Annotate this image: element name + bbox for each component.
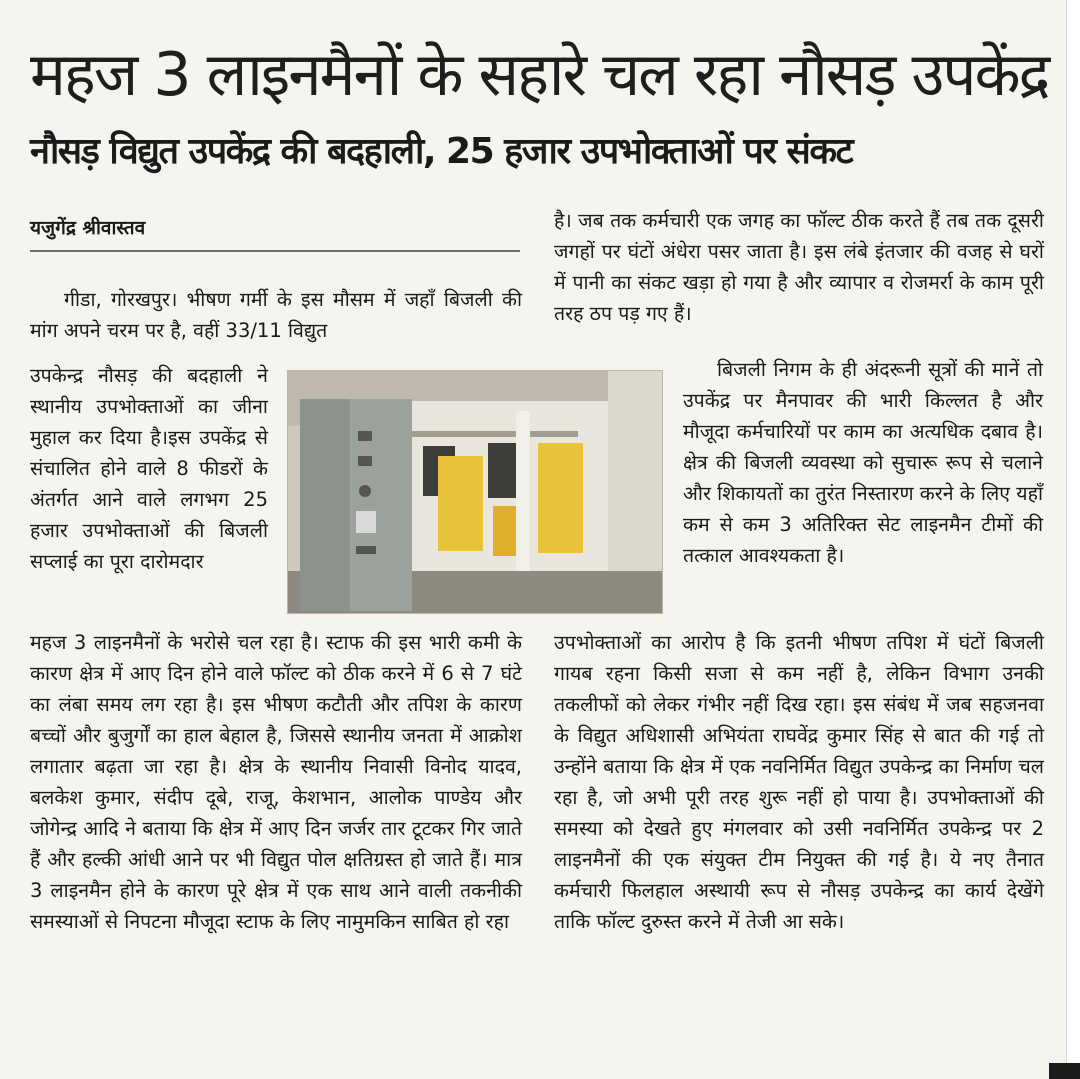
corner-mark: [1049, 1063, 1080, 1079]
paragraph-intro: गीडा, गोरखपुर। भीषण गर्मी के इस मौसम में जहाँ बिजली की मांग अपने चरम पर है, वहीं 33/11 विद्युत: [30, 288, 522, 342]
column-2-beside-photo: [683, 354, 1043, 571]
paragraph-body-4: उपभोक्ताओं का आरोप है कि इतनी भीषण तपिश में घंटों बिजली गायब रहना किसी सजा से कम नहीं है, लेकिन विभाग उनकी तकलीफों को लेकर गंभीर नहीं दिख रहा। इस संबंध में जब सहजनवा के विद्युत अधिशासी अभियंता राघवेंद्र कुमार सिंह से बात की गई तो उन्होंने बताया कि क्षेत्र में एक नवनिर्मित विद्युत उपकेन्द्र का निर्माण चल रहा है, जो अभी पूरी तरह शुरू नहीं हो पाया है। उपभोक्ताओं की समस्या को देखते हुए मंगलवार को उसी नवनिर्मित उपकेन्द्र पर 2 लाइनमैनों की एक संयुक्त टीम नियुक्त की गई है। ये नए तैनात कर्मचारी फिलहाल अस्थायी रूप से नौसड़ उपकेन्द्र का कार्य देखेंगे ताकि फॉल्ट दुरुस्त करने में तेजी आ सके।: [554, 631, 1044, 933]
column-1-top: [30, 284, 522, 346]
paragraph-body-1: महज 3 लाइनमैनों के भरोसे चल रहा है। स्टाफ की इस भारी कमी के कारण क्षेत्र में आए दिन होने वाले फॉल्ट को ठीक करने में 6 से 7 घंटे का लंबा समय लग रहा है। इस भीषण कटौती और तपिश के कारण बच्चों और बुजुर्गों का हाल बेहाल है, जिससे स्थानीय जनता में आक्रोश लगातार बढ़ता जा रहा है। क्षेत्र के स्थानीय निवासी विनोद यादव, बलकेश कुमार, संदीप दूबे, राजू, केशभान, आलोक पाण्डेय और जोगेन्द्र आदि ने बताया कि क्षेत्र में आए दिन जर्जर तार टूटकर गिर जाते हैं और हल्की आंधी आने पर भी विद्युत पोल क्षतिग्रस्त हो जाते हैं। मात्र 3 लाइनमैन होने के कारण पूरे क्षेत्र में एक साथ आने वाली तकनीकी समस्याओं से निपटना मौजूदा स्टाफ के लिए नामुमकिन साबित हो रहा: [30, 631, 522, 933]
column-2-bottom: [554, 627, 1044, 937]
news-photo: [287, 370, 663, 614]
adjacent-page-edge: [1066, 0, 1080, 1079]
byline: यजुगेंद्र श्रीवास्तव: [30, 214, 520, 252]
column-1-bottom: [30, 627, 522, 937]
substation-photo-illustration: [288, 371, 662, 613]
column-1-beside-photo: [30, 360, 268, 577]
subheadline: नौसड़ विद्युत उपकेंद्र की बदहाली, 25 हजार उपभोक्ताओं पर संकट: [30, 131, 853, 172]
headline: महज 3 लाइनमैनों के सहारे चल रहा नौसड़ उपकेंद्र: [30, 40, 1049, 110]
paragraph-body-2: है। जब तक कर्मचारी एक जगह का फॉल्ट ठीक करते हैं तब तक दूसरी जगहों पर घंटों अंधेरा पसर जाता है। इस लंबे इंतजार की वजह से घरों में पानी का संकट खड़ा हो गया है और व्यापार व रोजमर्रा के काम पूरी तरह ठप पड़ गए हैं।: [554, 209, 1044, 325]
column-2-top: [554, 205, 1044, 329]
paragraph-body-3: बिजली निगम के ही अंदरूनी सूत्रों की मानें तो उपकेंद्र पर मैनपावर की भारी किल्लत है और मौजूदा कर्मचारियों पर काम का अत्यधिक दबाव है। क्षेत्र की बिजली व्यवस्था को सुचारू रूप से चलाने और शिकायतों का तुरंत निस्तारण करने के लिए यहाँ कम से कम 3 अतिरिक्त सेट लाइनमैन टीमों की तत्काल आवश्यकता है।: [683, 358, 1043, 567]
paragraph-intro-cont: उपकेन्द्र नौसड़ की बदहाली ने स्थानीय उपभोक्ताओं का जीना मुहाल कर दिया है।इस उपकेंद्र से संचालित होने वाले 8 फीडरों के अंतर्गत आने वाले लगभग 25 हजार उपभोक्ताओं की बिजली सप्लाई का पूरा दारोमदार: [30, 364, 268, 573]
